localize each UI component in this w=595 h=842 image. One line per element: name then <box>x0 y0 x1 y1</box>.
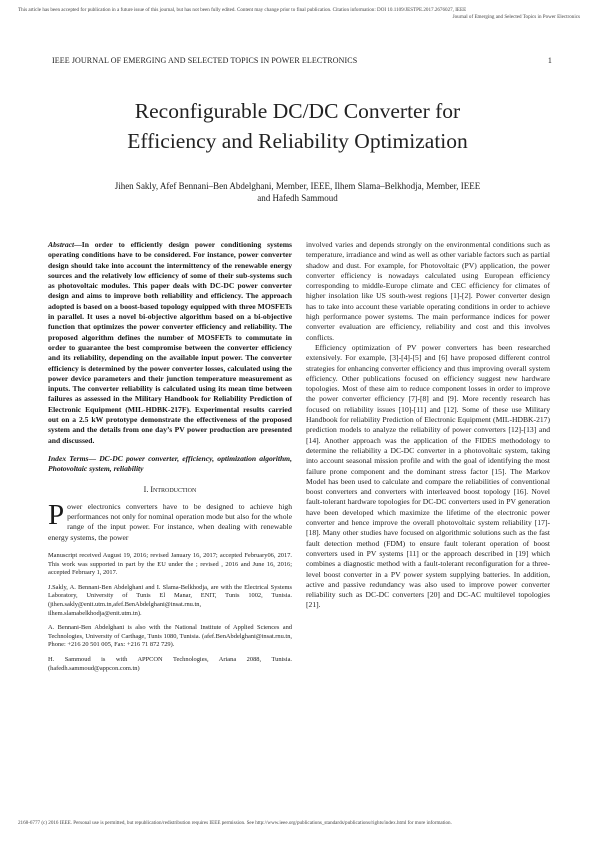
section-number: I. <box>143 484 149 494</box>
intro-paragraph <box>48 498 292 543</box>
footnotes <box>48 552 292 673</box>
drop-cap: P <box>48 498 65 531</box>
left-column <box>48 240 292 679</box>
abstract-text: —In order to efficiently design power conditioning systems operating conditions have to be considered. For instance, power converter design should take into account the intermittency of the renewable energy sources and the relatively low efficiency of some of their sub-systems such as photovoltaic modules. This paper deals with DC-DC power converter design and aims to improve both reliability and efficiency. The approach adopted is based on a boost-based topology equipped with three MOSFETs in parallel. It uses a novel bi-objective algorithm based on a bi-objective function that optimizes the power converter efficiency and reliability. The proposed algorithm defines the number of MOSFETs to commutate in order to guarantee the best compromise between the converter efficiency and its reliability, depending on the available input power. The converter efficiency is determined by the power converter losses, calculated using the power device parameters and their junction temperature measurement as inputs. The converter reliability is calculated using its mean time between failures as assessed in the Military Handbook for Reliability Prediction of Electronic Equipment (MIL-HDBK-217F). Experimental results carried out on a 2.5 kW prototype demonstrate the effectiveness of the proposed system and the details from one day’s PV power production are presented and discussed. <box>48 240 292 445</box>
footnote-affiliation-1: J.Sakly, A. Bennani-Ben Abdelghani and I. Slama-Belkhodja, are with the Electrical Systems Laboratory, University of Tunis El Manar, ENIT, Tunis 1002, Tunisia. (jihen.sakly@enit.utm.tn,afef.BenAbdelghani@insat.rnu.tn, ilhem.slamabelkhodja@enit.utm.tn). <box>48 583 292 617</box>
authors-line-1: Jihen Sakly, Afef Bennani–Ben Abdelghani, Member, IEEE, Ilhem Slama–Belkhodja, Member, IEEE <box>114 181 481 191</box>
section-heading <box>48 485 292 495</box>
paper-title <box>40 96 555 156</box>
authors-line-2: and Hafedh Sammoud <box>257 193 338 203</box>
section-name: Introduction <box>150 484 197 494</box>
right-column <box>306 240 550 611</box>
footnote-affiliation-3: H. Sammoud is with APPCON Technologies, Ariana 2088, Tunisia. (hafedh.sammoud@appcon.com.tn) <box>48 655 292 672</box>
right-paragraph-2: Efficiency optimization of PV power converters has been researched extensively. For example, [3]-[4]-[5] and [6] have proposed different control strategies for enhancing converter efficiency and thus improving overall system efficiency. Other publications focused on efficiency suggest new hardware topologies. Most of these aim to reduce component losses in order to improve the power converter efficiency [7]-[8] and [9]. More recently research has focused on reliability issues [10]-[11] and [12]. Some of these use Military Handbook for reliability Prediction of Electronic Equipment (MIL-HDBK-217) prediction models to analyze the reliability of power converters [12]-[13] and [14]. Another approach was the application of the FIDES methodology to determine the reliability a DC-DC converter in a photovoltaic system, taking into account seasonal mission profile and with the goal of identifying the most failure prone component and the dominant stress factor [15]. The Markov Model has been used to calculate and compare the reliabilities of conventional boost converters and converters with interleaved boost topology [16]. Novel fault-tolerant hardware topologies for DC-DC converters used in PV generation have been developed which maximize the lifetime of the electronic power converter and hence improve the overall photovoltaic system reliability [17]-[18]. Many other studies have focused on algorithmic solutions such as the fast fault detection method (FDM) to ensure fault tolerant operation of boost converters used in PV systems [11] or the approach described in [19] which combines a diagnostic method with a fault-tolerant reconfiguration for a three-level boost converter in a PV power system supplying batteries. In addition, active and passive redundancy was also used to improve power converter reliability such as DC-DC converters [20] and DC-AC multilevel topologies [21]. <box>306 342 550 610</box>
title-line-1: Reconfigurable DC/DC Converter for <box>134 99 461 123</box>
author-list <box>60 180 535 204</box>
index-terms-text: — DC-DC power converter, efficiency, optimization algorithm, Photovoltaic system, reliability <box>48 453 292 474</box>
journal-name: IEEE JOURNAL OF EMERGING AND SELECTED TOPICS IN POWER ELECTRONICS <box>52 56 358 65</box>
footnote-manuscript: Manuscript received August 19, 2016; revised January 16, 2017; accepted February06, 2017. This work was supported in part by the EU under the ; revised , 2016 and June 16, 2016; accepted February 1, 2017. <box>48 552 292 577</box>
running-head <box>52 56 552 65</box>
right-paragraph-1: involved varies and depends strongly on the environmental conditions such as temperature, irradiance and wind as well as other variable factors such as partial shadow and dust. For example, for Photovoltaic (PV) application, the power converter efficiency is nowadays calculated using European efficiency corresponding to middle-Europe climate and CEC efficiency for climates of higher insolation like US south-west regions [1]-[2]. Power converter design has to take into account these variable operating conditions in order to achieve high performance power systems. The main performance indices for power converter evaluation are efficiency, reliability and cost and this involves conflicts. <box>306 240 550 342</box>
footnote-affiliation-2: A. Bennani-Ben Abdelghani is also with the National Institute of Applied Sciences and Technologies, University of Carthage, Tunis 1080, Tunisia. (afef.BenAbdelghani@insat.rnu.tn, Phone: +216 20 501 005, Fax: +216 71 872 729). <box>48 624 292 649</box>
index-terms <box>48 454 292 475</box>
publication-notice <box>18 7 580 21</box>
abstract <box>48 240 292 446</box>
intro-text: ower electronics converters have to be designed to achieve high performances not only for nominal operation mode but also for the whole range of the input power. For instance, when dealing with renewable energy systems, the power <box>48 501 292 542</box>
title-line-2: Efficiency and Reliability Optimization <box>127 129 468 153</box>
abstract-label: Abstract <box>48 240 75 249</box>
notice-line-1: This article has been accepted for publication in a future issue of this journal, but has not been fully edited. Content may change prior to final publication. Citation information: DOI 10.1109/JESTPE.2017.2676027, IEEE <box>18 7 467 13</box>
notice-line-2: Journal of Emerging and Selected Topics in Power Electronics <box>452 14 580 20</box>
page-number: 1 <box>547 56 552 65</box>
index-terms-label: Index Terms <box>48 453 89 463</box>
copyright-notice: 2168-6777 (c) 2016 IEEE. Personal use is permitted, but republication/redistribution requires IEEE permission. See http://www.ieee.org/publications_standards/publications/rights/index.html for more information. <box>18 820 452 826</box>
